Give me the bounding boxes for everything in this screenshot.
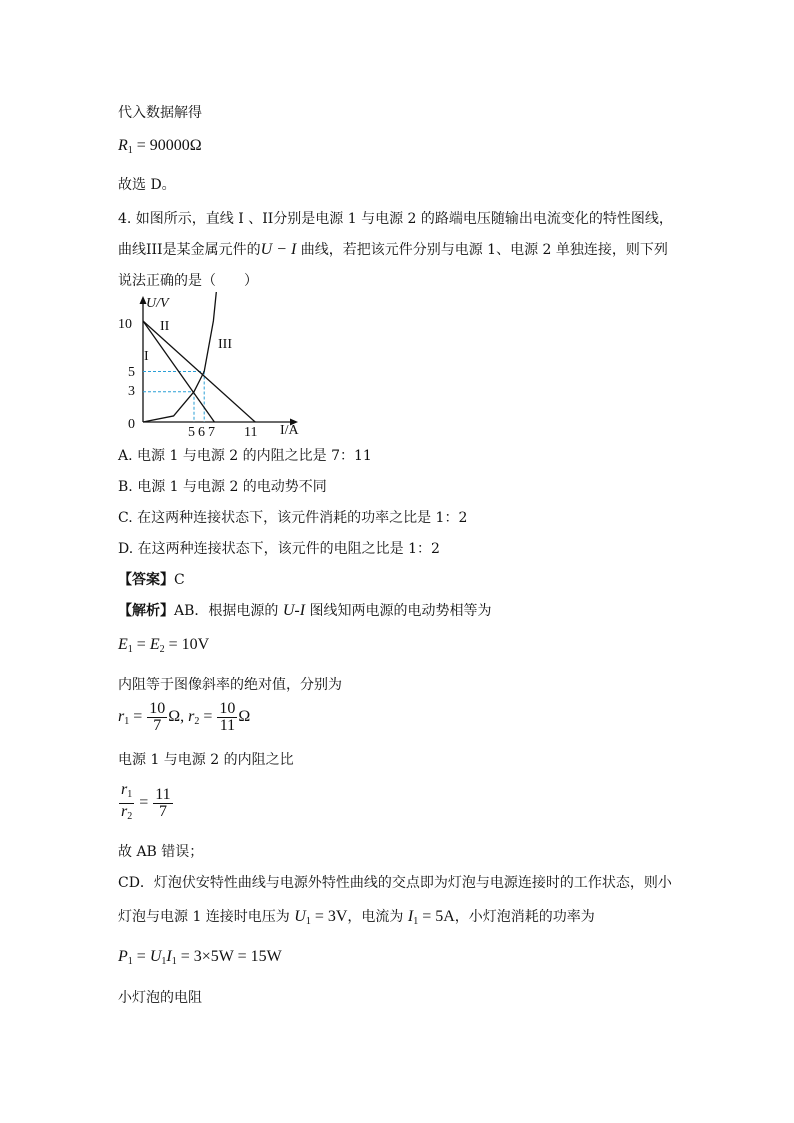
analysis-line-6: 灯泡与电源 1 连接时电压为 $U_1 = 3V$，电流为 $I_1 = 5A$，小灯泡消耗的功率为	[118, 908, 595, 927]
label-line-I: I	[144, 349, 149, 364]
value: = 90000Ω	[132, 137, 202, 154]
analysis-line-2: 内阻等于图像斜率的绝对值，分别为	[118, 677, 342, 693]
y-tick-10: 10	[118, 317, 132, 332]
y-tick-0: 0	[128, 417, 135, 432]
text-line: 代入数据解得	[118, 105, 202, 121]
analysis-line-4: 故 AB 错误；	[118, 844, 204, 860]
dashed-guides	[143, 372, 204, 423]
curve-III	[143, 292, 217, 422]
answer-label: 【答案】	[118, 572, 174, 588]
fraction-r2: $\frac{10}{11}$	[219, 700, 236, 734]
option-c: C. 在这两种连接状态下，该元件消耗的功率之比是 1：2	[118, 510, 468, 526]
equation-r: $r_1$ = $\frac{10}{7}$ Ω, $r_2$ = $\frac{10}{11}$ Ω	[118, 700, 251, 734]
x-tick-6: 6	[198, 425, 205, 440]
fraction-r1-r2: $\frac{r_1}{r_2}$	[121, 781, 133, 822]
x-tick-5: 5	[188, 425, 195, 440]
text-line: 故选 D。	[118, 177, 176, 193]
text: 图线知两电源的电动势相等为	[305, 603, 492, 619]
label-line-II: II	[160, 319, 170, 334]
question-4-line-3: 说法正确的是（ ）	[118, 273, 258, 289]
x-tick-11: 11	[244, 425, 258, 440]
analysis-line-5: CD．灯泡伏安特性曲线与电源外特性曲线的交点即为灯泡与电源连接时的工作状态，则小	[118, 875, 672, 891]
sub: 1	[127, 145, 133, 156]
x-tick-7: 7	[208, 425, 215, 440]
axes	[140, 296, 299, 426]
y-tick-5: 5	[128, 365, 135, 380]
plot-lines	[143, 292, 255, 422]
equation-emf: $E_1 = E_2 = 10V$	[118, 636, 210, 655]
x-axis-label: I/A	[280, 423, 299, 438]
analysis-line-1	[118, 602, 492, 620]
option-d: D. 在这两种连接状态下，该元件的电阻之比是 1：2	[118, 541, 440, 557]
y-axis-label: U/V	[146, 296, 169, 311]
equation-ratio: $\frac{r_1}{r_2}$ = $\frac{11}{7}$	[118, 782, 174, 825]
ui-graph	[110, 292, 310, 444]
text: AB．根据电源的	[174, 603, 283, 619]
question-4-line-1: 4. 如图所示，直线 I 、II分别是电源 1 与电源 2 的路端电压随输出电流变化的特性图线，	[118, 211, 673, 227]
value: = 10V	[168, 636, 210, 653]
y-tick-3: 3	[128, 384, 135, 399]
fraction-11-7: $\frac{11}{7}$	[155, 786, 171, 820]
label-curve-III: III	[218, 337, 232, 352]
text: 曲线III是某金属元件的	[118, 242, 261, 258]
equation-r1	[118, 137, 202, 160]
option-a: A. 电源 1 与电源 2 的内阻之比是 7：11	[118, 448, 372, 464]
analysis-line-3: 电源 1 与电源 2 的内阻之比	[118, 752, 294, 768]
answer-line	[118, 571, 185, 589]
question-4-line-2	[118, 241, 668, 259]
ui-symbol: U − I	[260, 241, 297, 258]
ui-symbol: U-I	[282, 602, 306, 619]
value: = 3×5W = 15W	[180, 948, 282, 965]
analysis-label: 【解析】	[118, 603, 174, 619]
var-r: R	[118, 137, 128, 154]
option-b: B. 电源 1 与电源 2 的电动势不同	[118, 479, 327, 495]
fraction-r1: $\frac{10}{7}$	[149, 700, 166, 734]
answer-value: C	[174, 572, 185, 588]
analysis-line-7: 小灯泡的电阻	[118, 990, 202, 1006]
equation-power: $P_1 = U_1I_1 = 3\times 5W = 15W$	[118, 948, 282, 967]
text: 曲线，若把该元件分别与电源 1、电源 2 单独连接，则下列	[296, 242, 668, 258]
